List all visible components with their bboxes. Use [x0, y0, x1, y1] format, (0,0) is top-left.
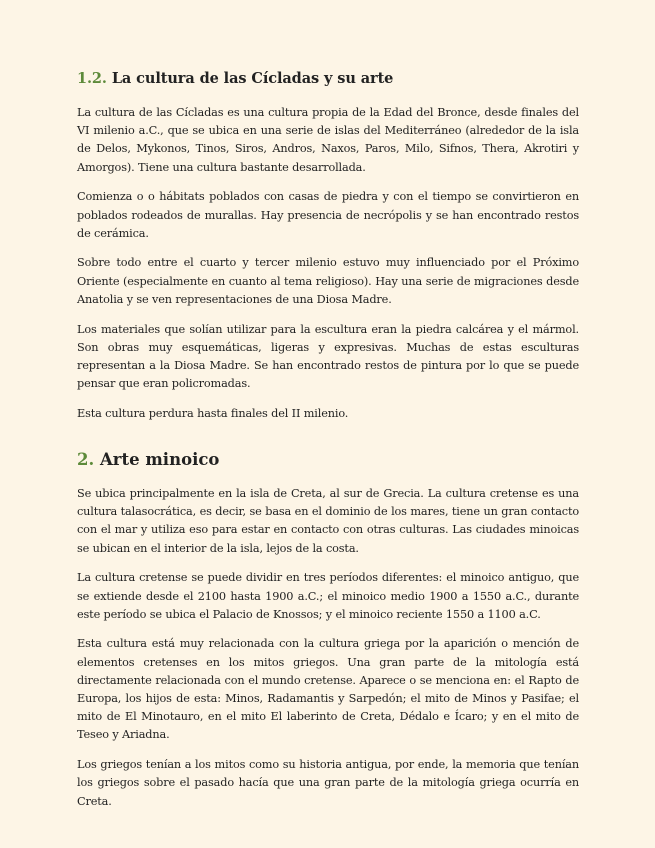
section-1-2-number: 1.2.	[77, 70, 107, 87]
paragraph: Comienza o o hábitats poblados con casas de piedra y con el tiempo se convirtieron en poblados rodeados de murallas. Hay presencia de necrópolis y se han encontrado restos de cerámica.	[77, 190, 579, 240]
section-1-2-title: La cultura de las Cícladas y su arte	[111, 70, 394, 87]
section-1-2-heading	[77, 66, 579, 92]
section-2-number: 2.	[77, 450, 95, 470]
paragraph: Los materiales que solían utilizar para la escultura eran la piedra calcárea y el mármol. Son obras muy esquemáticas, ligeras y expresivas. Muchas de estas esculturas representan a la Diosa Madre. Se han encontrado restos de pintura por lo que se puede pensar que eran policromadas.	[77, 322, 579, 391]
paragraph: La cultura de las Cícladas es una cultura propia de la Edad del Bronce, desde finales del VI milenio a.C., que se ubica en una serie de islas del Mediterráneo (alrededor de la isla de Delos, Mykonos, Tinos, Siros, Andros, Naxos, Paros, Milo, Sifnos, Thera, Akrotiri y Amorgos). Tiene una cultura bastante desarrollada.	[77, 106, 579, 174]
paragraph: Se ubica principalmente en la isla de Creta, al sur de Grecia. La cultura cretense es una cultura talasocrática, es decir, se basa en el dominio de los mares, tiene un gran contacto con el mar y utiliza eso para estar en contacto con otras culturas. Las ciudades minoicas se ubican en el interior de la isla, lejos de la costa.	[77, 487, 579, 555]
section-2-title: Arte minoico	[99, 450, 220, 470]
paragraph: Esta cultura perdura hasta finales del II milenio.	[77, 406, 349, 420]
paragraph: Los griegos tenían a los mitos como su historia antigua, por ende, la memoria que tenían los griegos sobre el pasado hacía que una gran parte de la mitología griega ocurría en Creta.	[77, 758, 579, 808]
section-2-heading	[77, 447, 579, 473]
paragraph: La cultura cretense se puede dividir en tres períodos diferentes: el minoico antiguo, que se extiende desde el 2100 hasta 1900 a.C.; el minoico medio 1900 a 1550 a.C., durante este período se ubica el Palacio de Knossos; y el minoico reciente 1550 a 1100 a.C.	[77, 571, 579, 621]
paragraph: Sobre todo entre el cuarto y tercer milenio estuvo muy influenciado por el Próximo Oriente (especialmente en cuanto al tema religioso). Hay una serie de migraciones desde Anatolia y se ven representaciones de una Diosa Madre.	[77, 256, 579, 306]
paragraph: Esta cultura está muy relacionada con la cultura griega por la aparición o mención de elementos cretenses en los mitos griegos. Una gran parte de la mitología está directamente relacionada con el mundo cretense. Aparece o se menciona en: el Rapto de Europa, los hijos de esta: Minos, Radamantis y Sarpedón; el mito de Minos y Pasifae; el mito de El Minotauro, en el mito El laberinto de Creta, Dédalo e Ícaro; y en el mito de Teseo y Ariadna.	[77, 637, 579, 742]
